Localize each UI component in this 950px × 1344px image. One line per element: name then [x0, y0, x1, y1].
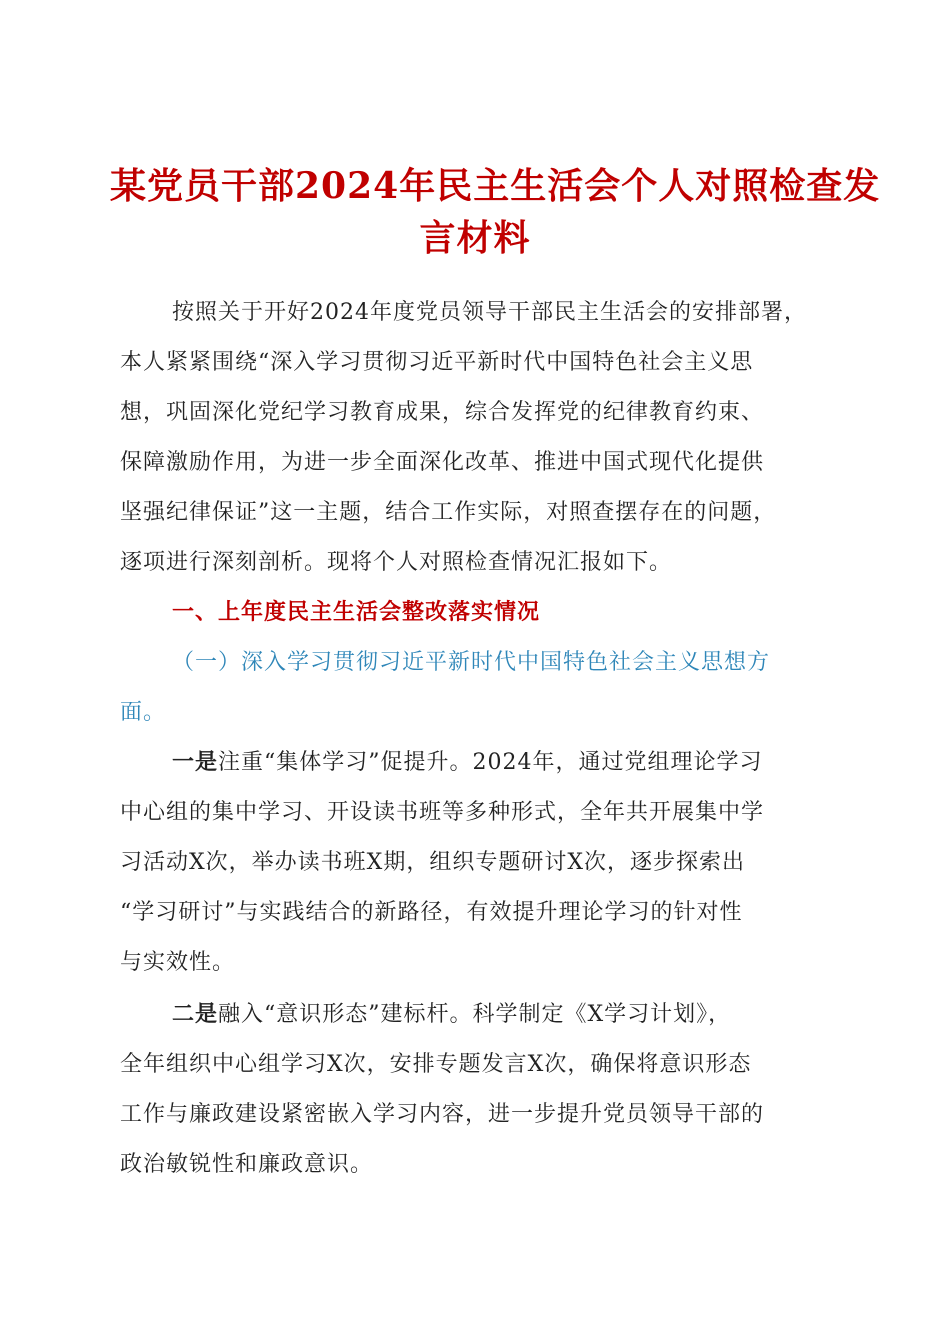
point-1-line: 习活动X次，举办读书班X期，组织专题研讨X次，逐步探索出 [120, 850, 745, 875]
point-1-text: 注重“集体学习”促提升。2024年，通过党组理论学习 [218, 750, 763, 775]
title-line-1: 某党员干部2024年民主生活会个人对照检查发 [110, 165, 881, 207]
point-1-lead: 一是 [172, 750, 219, 775]
point-2-line: 工作与廉政建设紧密嵌入学习内容，进一步提升党员领导干部的 [120, 1102, 765, 1127]
subsection-heading-cont: 面。 [120, 700, 167, 725]
point-1-line: “学习研讨”与实践结合的新路径，有效提升理论学习的针对性 [120, 900, 743, 925]
point-2-first-line [172, 1000, 892, 1030]
point-1-first-line [172, 748, 892, 778]
intro-line: 想，巩固深化党纪学习教育成果，综合发挥党的纪律教育约束、 [120, 400, 765, 425]
intro-line: 按照关于开好2024年度党员领导干部民主生活会的安排部署， [172, 300, 807, 325]
point-2-line: 政治敏锐性和廉政意识。 [120, 1152, 374, 1177]
point-1-line: 中心组的集中学习、开设读书班等多种形式，全年共开展集中学 [120, 800, 765, 825]
intro-line: 逐项进行深刻剖析。现将个人对照检查情况汇报如下。 [120, 550, 673, 575]
section-heading-1: 一、上年度民主生活会整改落实情况 [172, 600, 541, 625]
point-2-text: 融入“意识形态”建标杆。科学制定《X学习计划》， [218, 1002, 732, 1027]
intro-line: 保障激励作用，为进一步全面深化改革、推进中国式现代化提供 [120, 450, 765, 475]
point-2-line: 全年组织中心组学习X次，安排专题发言X次，确保将意识形态 [120, 1052, 752, 1077]
intro-line: 坚强纪律保证”这一主题，结合工作实际，对照查摆存在的问题， [120, 500, 777, 525]
point-2-lead: 二是 [172, 1002, 219, 1027]
title-line-2: 言材料 [419, 217, 531, 259]
intro-line: 本人紧紧围绕“深入学习贯彻习近平新时代中国特色社会主义思 [120, 350, 754, 375]
subsection-heading: （一）深入学习贯彻习近平新时代中国特色社会主义思想方 [172, 650, 771, 675]
document-title [110, 160, 881, 264]
point-1-line: 与实效性。 [120, 950, 236, 975]
